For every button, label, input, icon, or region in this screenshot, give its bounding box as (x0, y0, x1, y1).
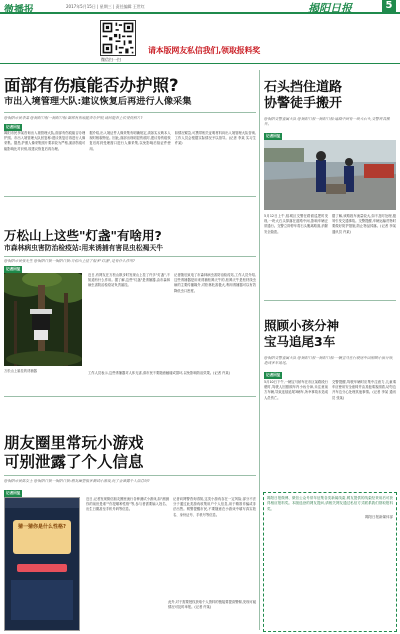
byline: @揭阳市民陈女士 @揭阳日报一揭阳日报:朋友圈里很多测试小游戏,玩了会泄露个人信息吗? (4, 479, 150, 483)
body-column: 5月10日下午,一辆宝马轿车在市区某路段行驶时,驾驶人因照顾车内小孩分神,未注意前方车辆,导致连续追尾3辆车,所幸事故未造成人员伤亡。 (264, 380, 328, 400)
article-stone (264, 80, 398, 112)
notice-contact: 揭阳日报新媒体部 (365, 514, 393, 519)
headline: 面部有伤痕能否办护照? (4, 76, 179, 95)
start-button[interactable] (17, 564, 67, 572)
page-header (0, 0, 400, 14)
article-body (264, 214, 396, 270)
qr-code-icon (101, 21, 135, 55)
phone-screenshot (4, 497, 80, 631)
body-column: 揭阳市民李某咨询出入境管理大队,面部有伤痕能否办理护照。市出入境管理大队回复称:建议恢复后再进行人像采集。据悉,护照人像采集照片要求较为严格,面部伤痕可能影响比对识别,故建议恢复后再办理。 (4, 131, 86, 151)
article-body (264, 380, 396, 480)
article-body (4, 131, 256, 191)
date-line: 2017年5月15日 | 星期三 | 责任编辑 王世红 (66, 4, 145, 9)
divider (4, 396, 256, 397)
article-body (88, 273, 256, 371)
byline: @揭阳交警直属大队 @揭阳日报一揭阳日报:道路中间有一块大石头,交警将其搬开。 (264, 117, 390, 126)
body-column: 工作人员表示,这些诱捕器对人体无害,请市民不要随意触碰或损坏,以免影响防治效果。(记者 许某) (88, 371, 230, 375)
qr-caption: 微信扫一扫 (101, 57, 121, 62)
subheadline: 市森林病虫害防治检疫站:用来诱捕有害昆虫松褐天牛 (4, 244, 164, 252)
banner-text: 请本版网友私信我们,领取报料奖 (148, 46, 261, 55)
body-column: 据介绍,出入境证件人像采集有明确规定,须如实反映本人现时相貌特征。因此,面部出现明显伤痕时,建议待伤痕恢复后再到受理窗口进行人像采集,以免影响后续证件使用。 (89, 131, 171, 151)
paper-name: 揭阳日报 (308, 2, 352, 15)
photo-caption: 万松山上悬挂的诱捕器 (4, 369, 37, 373)
street-scene-illustration (264, 140, 396, 210)
headline: 朋友圈里常玩小游戏 (4, 434, 144, 452)
qr-code[interactable] (100, 20, 136, 56)
article-lamps (4, 228, 256, 253)
headline-line2: 宝马追尾3车 (264, 334, 336, 349)
divider (4, 112, 256, 113)
headline: 万松山上这些"灯盏"有啥用? (4, 228, 162, 243)
body-column: 近日,记者发现微信朋友圈里流行各种测试小游戏,如"测测你的前世是谁""你是哪种性格"等,参与者需要输入姓名、出生日期甚至手机号码等信息。 (86, 497, 169, 512)
notice-text: 揭阳日报微博、微信公众号常年征集各类新闻线索,网友提供的线索经采用后可获得相应报料奖。本版选登的网友提问,请相关网友通过私信方式联系我们领取报料奖。 (267, 496, 393, 511)
game-title: 猜一猜你是什么性格? (18, 524, 66, 530)
game-panel (11, 580, 73, 620)
divider (4, 196, 256, 197)
headline: 石头挡住道路 (264, 80, 343, 95)
body-column: 近日,有网友在万松山散步时发现山上挂了许多"灯盏",不知道有什么作用。据了解,这些"灯盏"是诱捕器,由市森林病虫害防治检疫站负责悬挂。 (88, 273, 170, 288)
reply-tag: 记者回复 (6, 125, 21, 129)
reply-tag: 记者回复 (6, 491, 21, 495)
divider (264, 300, 396, 301)
headline-line2: 可别泄露了个人信息 (4, 453, 144, 471)
byline: @揭阳市民张先生 @揭阳日报一揭阳日报:万松山上挂了很多"灯盏",是有什么作用? (4, 259, 135, 263)
body-column: 交警提醒,驾驶车辆时应集中注意力,儿童乘车应使用安全座椅并由其他乘客照看,切勿边开车边分心处理其他事情。(记者 李某 通讯员 张某) (332, 380, 396, 400)
forest-trap-illustration (4, 273, 82, 366)
byline: @揭阳市民李某 @揭阳日报一揭阳日报:面部有伤痕能否办护照,请问能否上传受伤照片? (4, 116, 143, 120)
lamp-photo (4, 273, 82, 366)
reply-tag: 记者回复 (6, 267, 21, 271)
body-column: 记者向网警咨询得知,这类小游戏存在一定风险,部分不法分子通过此类游戏收集用户个人信息,用于精准诈骗或非法出售。网警提醒市民,不要随意在小游戏中填写真实姓名、身份证号、手机号等信息。 (173, 497, 256, 517)
notice-box (263, 492, 397, 632)
byline: @揭阳交警直属大队 @揭阳日报一揭阳日报:一辆宝马在行驶途中因照顾小孩分神,造成多车追尾。 (264, 356, 394, 365)
article-mini-games (4, 434, 256, 472)
page-number: 5 (382, 0, 396, 13)
article-face-injury (4, 76, 254, 108)
divider (4, 475, 256, 476)
reply-tag: 记者回复 (266, 134, 281, 138)
subheadline: 市出入境管理大队:建议恢复后再进行人像采集 (4, 96, 192, 107)
body-column: 如情况紧急,可携带相关证明材料向出入境管理大队咨询,工作人员会根据实际情况予以指导。(记者 李某 实习生 许某) (174, 131, 256, 146)
section-title: 微播报 (4, 5, 34, 16)
body-column: 据了解,该路段车流量较大,如不及时处理,极易引发交通事故。交警提醒,车辆运输货物时要做好防护措施,防止物品掉落。(记者 李某 通讯员 许某) (332, 214, 396, 234)
column-separator (259, 70, 260, 630)
article-bmw-crash (264, 318, 398, 350)
stone-photo (264, 140, 396, 210)
divider (4, 256, 256, 257)
headline-line2: 协警徒手搬开 (264, 96, 343, 111)
headline: 照顾小孩分神 (264, 318, 340, 333)
reply-tag: 记者回复 (266, 373, 281, 377)
body-column: 记者随后致电了市森林病虫害防治检疫站,工作人员介绍,这些诱捕器是用来诱捕松褐天牛的,松褐天牛是松材线虫病的主要传播媒介,对松林危害极大,利用诱捕器可以有效降低虫口密度。 (174, 273, 256, 293)
body-column: 5月12日上午,榕城区交警在路面巡逻时发现,一块大石头掉落在道路中间,影响车辆正常通行。交警立即停车将石头搬离路面,消除安全隐患。 (264, 214, 328, 234)
divider (0, 63, 400, 64)
phone-status-bar (5, 498, 79, 508)
body-column: 此外,对于需要授权获取个人资料的链接要提高警惕,发现可疑情况可及时举报。(记者 许某) (168, 600, 256, 610)
